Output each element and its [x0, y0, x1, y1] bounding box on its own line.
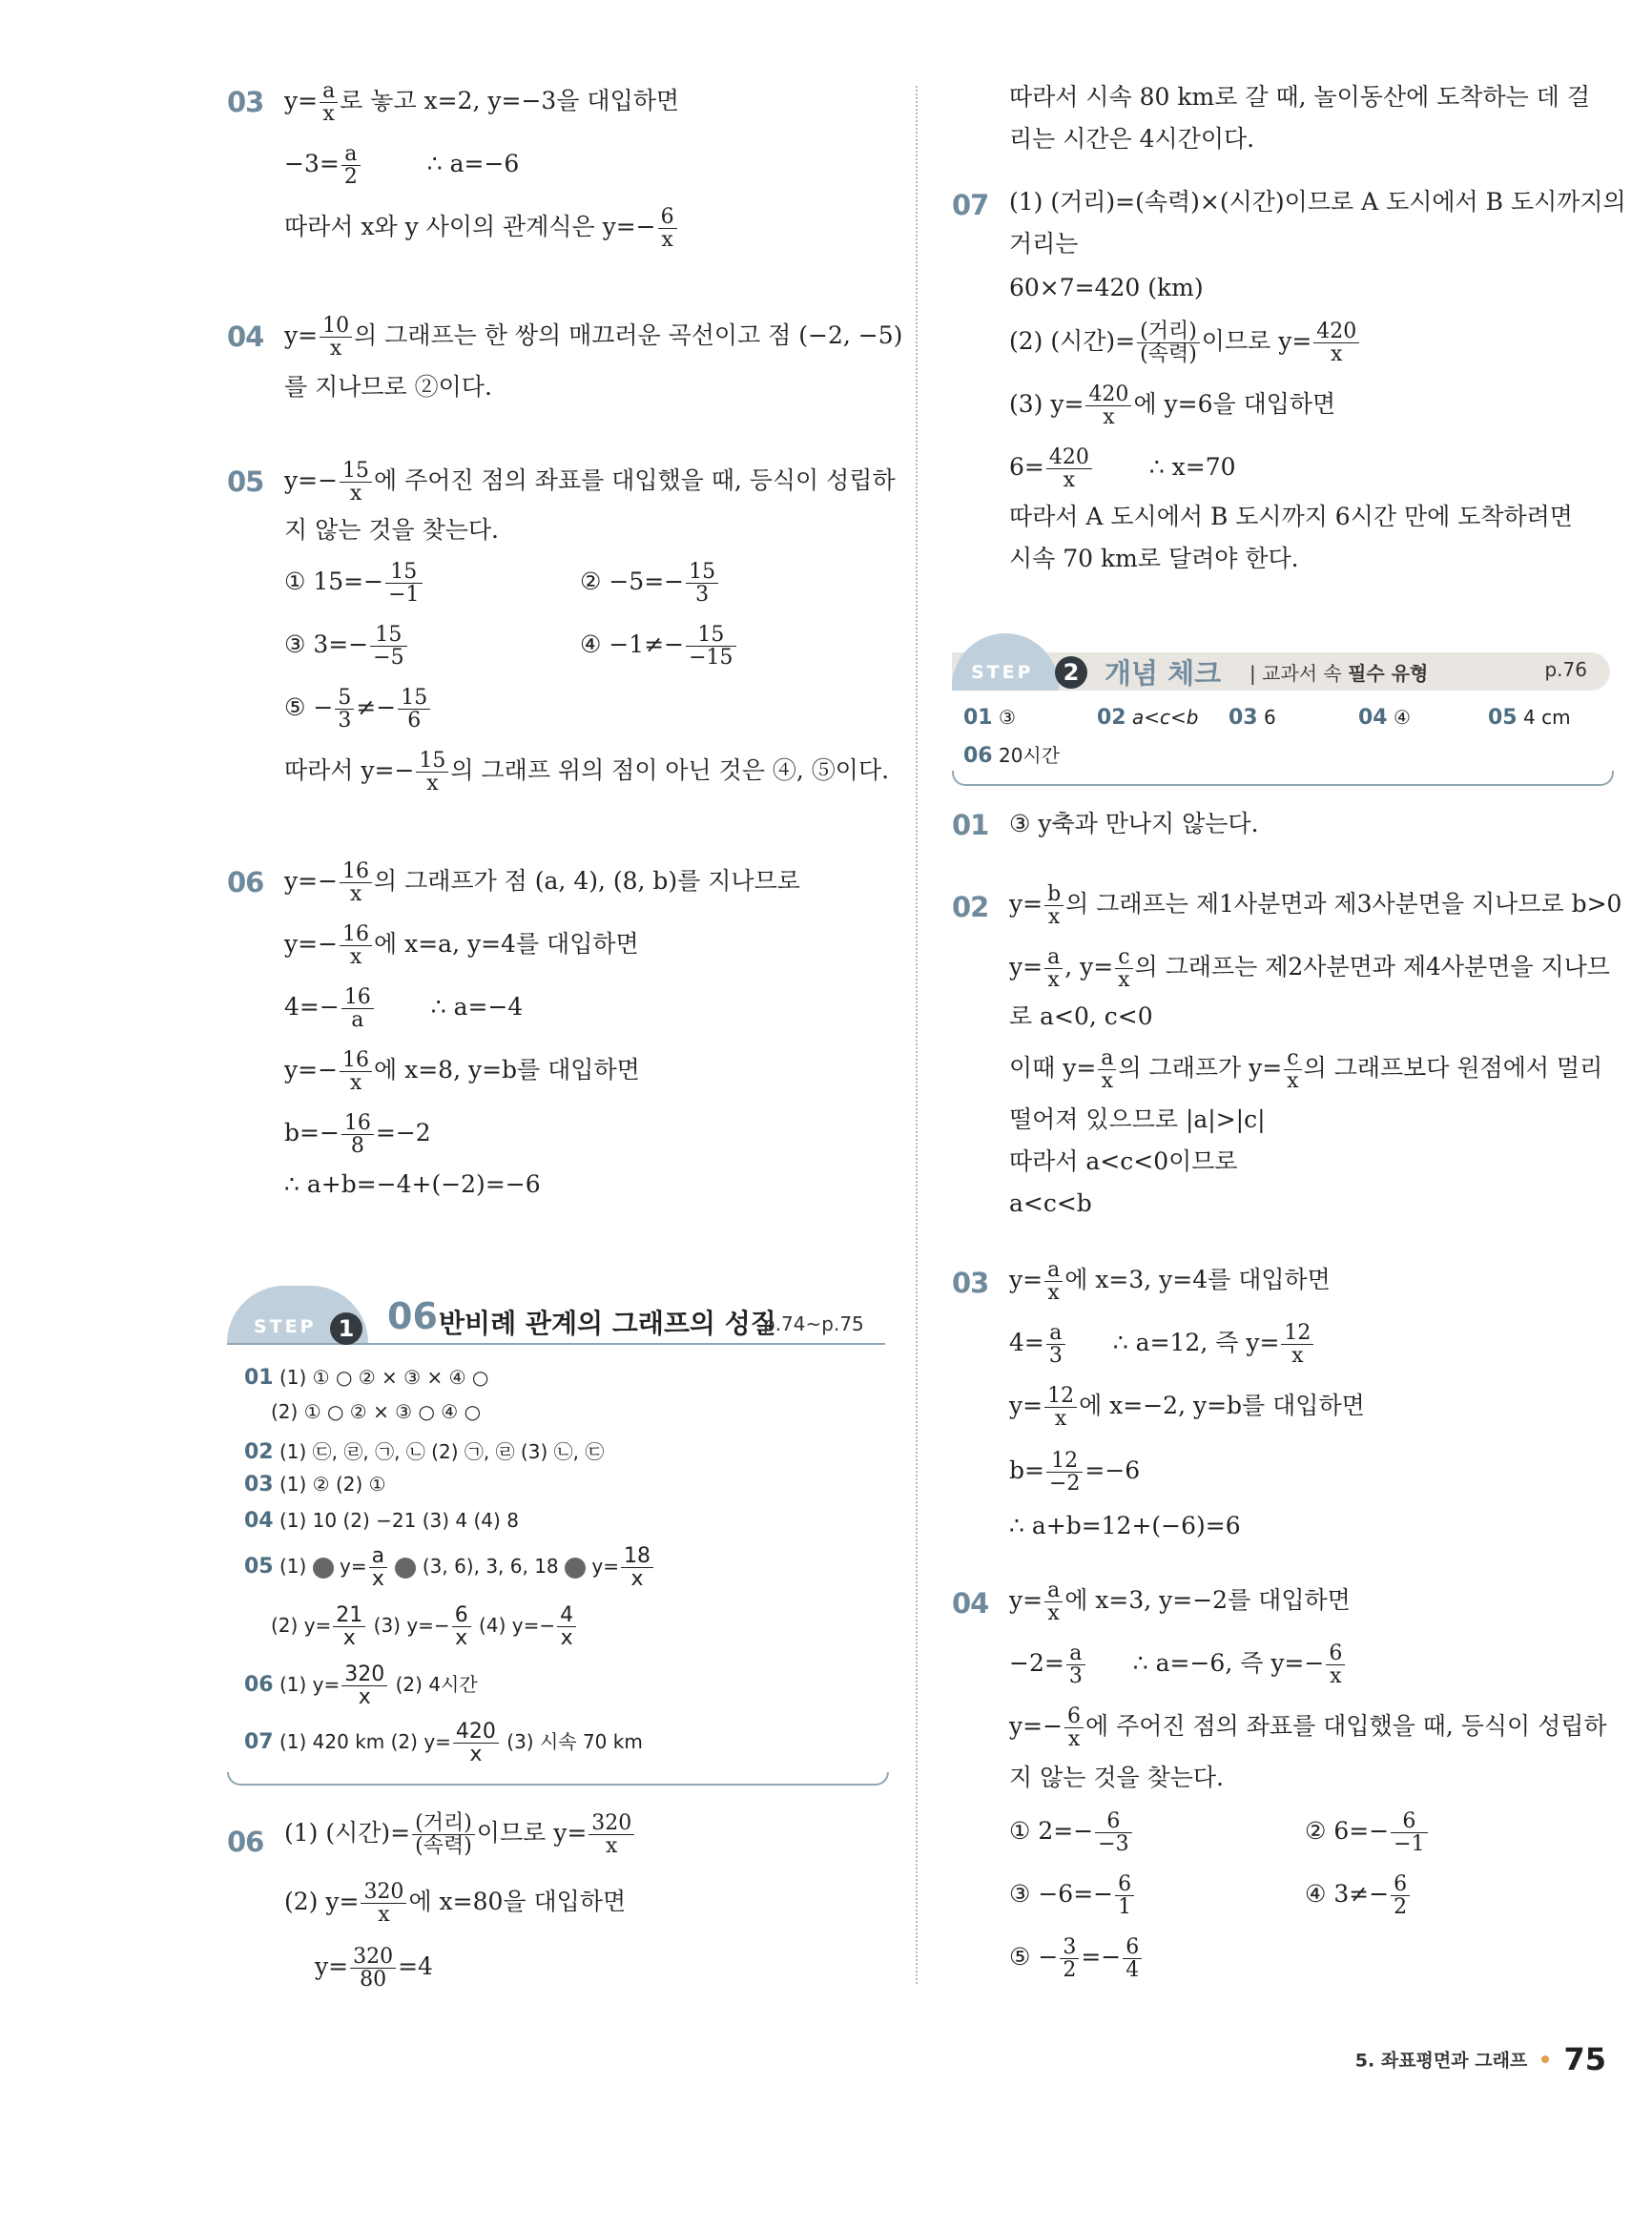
step1-answer-box [227, 1276, 885, 1784]
answer-05: 05 (1) y= $\frac{a}{x}$ (3, 6), 3, 6, 18 y= $\frac{18}{x}$ [244, 1545, 655, 1590]
fraction: $\frac{a}{x}$ [1044, 946, 1063, 991]
solution-line: 따라서 a<c<0이므로 [1009, 1147, 1238, 1175]
solution-line: 를 지나므로 ②이다. [284, 373, 492, 401]
answer-04: 04 ④ [1358, 706, 1411, 730]
box-bottom-border [952, 771, 1614, 786]
fraction: $\frac{6}{1}$ [1115, 1873, 1134, 1918]
solution-line: 따라서 y=− $\frac{15}{x}$ 의 그래프 위의 점이 아닌 것은 ④, ⑤이다. [284, 749, 890, 796]
answer-06: 06 20시간 [963, 744, 1061, 768]
answer-03: 03 6 [1229, 706, 1276, 730]
fraction: $\frac{16}{x}$ [340, 1049, 372, 1094]
solution-line: b= $\frac{12}{-2}$ =−6 [1009, 1449, 1141, 1497]
answer-05: 05 4 cm [1488, 706, 1571, 730]
fraction: $\frac{10}{x}$ [320, 315, 352, 360]
fraction: $\frac{12}{-2}$ [1046, 1450, 1083, 1495]
fraction: $\frac{4}{x}$ [557, 1604, 576, 1649]
fraction: $\frac{6}{x}$ [1326, 1642, 1345, 1687]
option-5: ⑤ − $\frac{5}{3}$ ≠− $\frac{15}{6}$ [284, 687, 432, 732]
fraction: $\frac{420}{x}$ [1046, 446, 1092, 491]
solution-line: y= $\frac{a}{x}$ 로 놓고 x=2, y=−3을 대입하면 [284, 79, 680, 127]
page-footer [1355, 2041, 1606, 2077]
problem-number: 04 [952, 1587, 989, 1620]
fraction: $\frac{420}{x}$ [1313, 320, 1359, 365]
answer-02: 02 (1) ㉢, ㉣, ㉠, ㉡ (2) ㉠, ㉣ (3) ㉡, ㉢ [244, 1440, 605, 1464]
solution-line: y=− $\frac{6}{x}$ 에 주어진 점의 좌표를 대입했을 때, 등식이 성립하 [1009, 1704, 1607, 1752]
solution-line: 이때 y= $\frac{a}{x}$ 의 그래프가 y= $\frac{c}{x}$ 의 그래프보다 원점에서 멀리 [1009, 1046, 1603, 1094]
problem-number: 02 [952, 891, 989, 923]
solution-line: y= $\frac{a}{x}$ 에 x=3, y=4를 대입하면 [1009, 1258, 1331, 1306]
solution-line: ③ y축과 만나지 않는다. [1009, 810, 1259, 837]
fraction: $\frac{18}{x}$ [621, 1545, 653, 1590]
solution-line: y= $\frac{10}{x}$ 의 그래프는 한 쌍의 매끄러운 곡선이고 점 (−2, −5) [284, 314, 903, 361]
problem-number: 04 [227, 320, 264, 353]
option-3: ③ 3=− $\frac{15}{-5}$ [284, 624, 409, 669]
problem-number: 07 [952, 189, 989, 221]
chapter-title: 5. 좌표평면과 그래프 [1354, 2050, 1528, 2072]
fraction: $\frac{c}{x}$ [1284, 1047, 1301, 1092]
answer-04: 04 (1) 10 (2) −21 (3) 4 (4) 8 [244, 1509, 519, 1533]
solution-line: y= $\frac{a}{x}$ 에 x=3, y=−2를 대입하면 [1009, 1579, 1351, 1626]
solution-line: ∴ a+b=12+(−6)=6 [1009, 1512, 1241, 1539]
answer-07: 07 (1) 420 km (2) y= $\frac{420}{x}$ (3) 시속 70 km [244, 1720, 643, 1767]
problem-number: 06 [227, 1826, 264, 1858]
fraction: $\frac{a}{x}$ [369, 1545, 387, 1590]
fraction: $\frac{420}{x}$ [453, 1721, 499, 1765]
fraction: $\frac{a}{2}$ [341, 143, 361, 188]
option-2: ② 6=− $\frac{6}{-1}$ [1305, 1810, 1430, 1855]
section-title: 반비례 관계의 그래프의 성질 [439, 1308, 776, 1339]
fraction: $\frac{15}{6}$ [398, 687, 430, 732]
fraction: $\frac{16}{x}$ [340, 860, 372, 905]
fraction: $\frac{12}{x}$ [1044, 1385, 1077, 1430]
solution-line: (1) (거리)=(속력)×(시간)이므로 A 도시에서 B 도시까지의 [1009, 188, 1626, 216]
section-number: 06 [387, 1295, 438, 1337]
answer-01: 01 (1) ① ○ ② × ③ × ④ ○ [244, 1366, 489, 1390]
answer-02: 02 a<c<b [1097, 706, 1199, 730]
solution-line: y=− $\frac{16}{x}$ 에 x=8, y=b를 대입하면 [284, 1048, 640, 1096]
fraction: $\frac{21}{x}$ [333, 1604, 365, 1649]
fraction: $\frac{a}{3}$ [1046, 1322, 1065, 1367]
solution-line: (1) (시간)= $\frac{\text{(거리)}}{\text{(속력)}}$ 이므로 y= $\frac{320}{x}$ [284, 1812, 636, 1857]
solution-line: 4= $\frac{a}{3}$ ∴ a=12, 즉 y= $\frac{12}{x}$ [1009, 1322, 1315, 1367]
fraction: $\frac{a}{x}$ [1098, 1047, 1116, 1092]
solution-line: (2) y= $\frac{320}{x}$ 에 x=80을 대입하면 [284, 1880, 627, 1928]
solution-line: 떨어져 있으므로 |a|>|c| [1009, 1105, 1266, 1133]
fraction: $\frac{\text{(거리)}}{\text{(속력)}}$ [1137, 320, 1200, 365]
box-bottom-border [227, 1772, 889, 1786]
section-title: 개념 체크 [1105, 657, 1222, 690]
option-2: ② −5=− $\frac{15}{3}$ [580, 561, 720, 606]
fraction: $\frac{a}{x}$ [320, 80, 338, 125]
solution-line: 리는 시간은 4시간이다. [1009, 125, 1255, 153]
answer-01: 01 ③ [963, 706, 1016, 730]
fraction: $\frac{16}{x}$ [340, 923, 372, 968]
option-1: ① 2=− $\frac{6}{-3}$ [1009, 1810, 1134, 1855]
fraction: $\frac{12}{x}$ [1281, 1322, 1313, 1367]
solution-line: y= $\frac{320}{80}$ =4 [315, 1945, 433, 1993]
solution-line: 따라서 x와 y 사이의 관계식은 y=− $\frac{6}{x}$ [284, 206, 679, 251]
fraction: $\frac{a}{3}$ [1066, 1642, 1085, 1687]
step-number: 2 [1055, 656, 1087, 689]
step-label: STEP [971, 662, 1034, 683]
option-4: ④ −1≠− $\frac{15}{-15}$ [580, 624, 738, 669]
fraction: $\frac{\text{(거리)}}{\text{(속력)}}$ [412, 1812, 475, 1857]
step-rule [227, 1343, 885, 1345]
fraction: $\frac{a}{x}$ [1044, 1259, 1063, 1304]
fraction: $\frac{6}{4}$ [1123, 1936, 1142, 1981]
solution-line: a<c<b [1009, 1189, 1092, 1217]
problem-number: 03 [227, 86, 264, 118]
option-1: ① 15=− $\frac{15}{-1}$ [284, 561, 424, 606]
option-4: ④ 3≠− $\frac{6}{2}$ [1305, 1873, 1412, 1918]
problem-number: 03 [952, 1267, 989, 1299]
fraction: $\frac{6}{x}$ [1064, 1705, 1084, 1750]
fraction: $\frac{15}{-15}$ [686, 624, 735, 669]
solution-line: 따라서 시속 80 km로 갈 때, 놀이동산에 도착하는 데 걸 [1009, 83, 1590, 111]
page-range: p.74~p.75 [763, 1312, 864, 1335]
fraction: $\frac{15}{-1}$ [385, 561, 422, 606]
answer-05-2: (2) y= $\frac{21}{x}$ (3) y=− $\frac{6}{x}$ (4) y=− $\frac{4}{x}$ [271, 1604, 578, 1649]
solution-line: 거리는 [1009, 230, 1079, 258]
solution-line: y= $\frac{b}{x}$ 의 그래프는 제1사분면과 제3사분면을 지나므로 b>0 [1009, 882, 1622, 930]
fraction: $\frac{320}{x}$ [361, 1881, 406, 1926]
solution-line: 6= $\frac{420}{x}$ ∴ x=70 [1009, 445, 1236, 493]
fraction: $\frac{5}{3}$ [335, 687, 354, 732]
solution-line: 지 않는 것을 찾는다. [284, 516, 499, 544]
answer-06: 06 (1) y= $\frac{320}{x}$ (2) 4시간 [244, 1662, 478, 1710]
fraction: $\frac{15}{x}$ [416, 750, 448, 795]
solution-line: 4=− $\frac{16}{a}$ ∴ a=−4 [284, 985, 524, 1033]
solution-line: y= $\frac{12}{x}$ 에 x=−2, y=b를 대입하면 [1009, 1384, 1365, 1432]
step-marker-icon [313, 1558, 334, 1579]
page-range: p.76 [1544, 658, 1587, 681]
solution-line: y= $\frac{a}{x}$ , y= $\frac{c}{x}$ 의 그래프는 제2사분면과 제4사분면을 지나므 [1009, 945, 1610, 993]
fraction: $\frac{a}{x}$ [1044, 1580, 1063, 1624]
fraction: $\frac{3}{2}$ [1060, 1936, 1079, 1981]
solution-line: −3= $\frac{a}{2}$ ∴ a=−6 [284, 142, 520, 190]
fraction: $\frac{320}{x}$ [589, 1812, 634, 1857]
problem-number: 06 [227, 866, 264, 898]
fraction: $\frac{15}{x}$ [340, 460, 372, 505]
fraction: $\frac{6}{x}$ [452, 1604, 471, 1649]
problem-number: 01 [952, 809, 989, 841]
option-5: ⑤ − $\frac{3}{2}$ =− $\frac{6}{4}$ [1009, 1936, 1144, 1981]
fraction: $\frac{6}{-3}$ [1095, 1810, 1131, 1855]
fraction: $\frac{b}{x}$ [1044, 883, 1063, 928]
fraction: $\frac{420}{x}$ [1085, 383, 1131, 428]
page-number: 75 [1563, 2041, 1606, 2077]
step-marker-icon [565, 1558, 586, 1579]
fraction: $\frac{6}{2}$ [1391, 1873, 1410, 1918]
section-subtitle: | 교과서 속 필수 유형 [1249, 662, 1429, 685]
fraction: $\frac{6}{-1}$ [1391, 1810, 1427, 1855]
solution-line: ∴ a+b=−4+(−2)=−6 [284, 1170, 541, 1198]
step-number: 1 [330, 1312, 362, 1345]
solution-line: −2= $\frac{a}{3}$ ∴ a=−6, 즉 y=− $\frac{6}{x}$ [1009, 1642, 1347, 1687]
option-3: ③ −6=− $\frac{6}{1}$ [1009, 1873, 1136, 1918]
solution-line: y=− $\frac{16}{x}$ 에 x=a, y=4를 대입하면 [284, 922, 639, 970]
solution-line: y=− $\frac{16}{x}$ 의 그래프가 점 (a, 4), (8, b)를 지나므로 [284, 859, 800, 907]
solution-line: 따라서 A 도시에서 B 도시까지 6시간 만에 도착하려면 [1009, 503, 1573, 530]
fraction: $\frac{15}{-5}$ [370, 624, 406, 669]
fraction: $\frac{15}{3}$ [686, 561, 718, 606]
solution-line: (3) y= $\frac{420}{x}$ 에 y=6을 대입하면 [1009, 382, 1336, 430]
answer-01-2: (2) ① ○ ② × ③ ○ ④ ○ [271, 1400, 482, 1423]
fraction: $\frac{16}{a}$ [341, 986, 374, 1031]
solution-line: 로 a<0, c<0 [1009, 1002, 1153, 1030]
solution-line: (2) (시간)= $\frac{\text{(거리)}}{\text{(속력)}}$ 이므로 y= $\frac{420}{x}$ [1009, 320, 1361, 365]
step2-answer-box [952, 633, 1610, 788]
solution-line: 60×7=420 (km) [1009, 274, 1204, 301]
solution-line: b=− $\frac{16}{8}$ =−2 [284, 1111, 431, 1159]
problem-number: 05 [227, 465, 264, 498]
solution-line: 시속 70 km로 달려야 한다. [1009, 545, 1299, 572]
fraction: $\frac{6}{x}$ [658, 206, 677, 251]
solution-line: 지 않는 것을 찾는다. [1009, 1764, 1224, 1791]
answer-03: 03 (1) ② (2) ① [244, 1473, 386, 1497]
step-marker-icon [395, 1558, 416, 1579]
fraction: $\frac{c}{x}$ [1115, 946, 1132, 991]
separator-dot-icon [1541, 2055, 1549, 2063]
column-divider [916, 86, 918, 1984]
solution-line: y=− $\frac{15}{x}$ 에 주어진 점의 좌표를 대입했을 때, 등식이 성립하 [284, 459, 896, 506]
fraction: $\frac{320}{x}$ [341, 1663, 387, 1708]
fraction: $\frac{16}{8}$ [341, 1112, 374, 1157]
fraction: $\frac{320}{80}$ [350, 1946, 396, 1991]
step-label: STEP [254, 1316, 317, 1337]
